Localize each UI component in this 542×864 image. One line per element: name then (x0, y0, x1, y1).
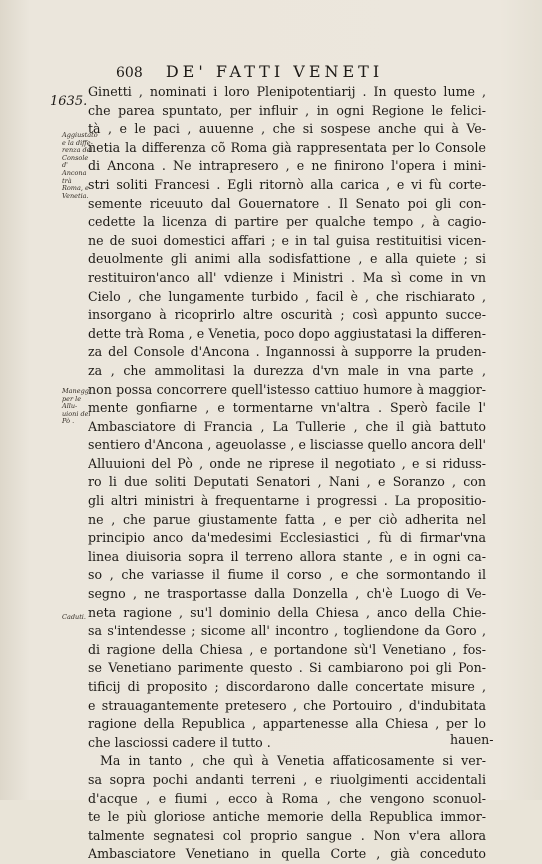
text-line: che parea spuntato, per influir , in ogni Regione le felici- (88, 102, 486, 118)
text-line: tificij di proposito ; discordarono dalle concertate misure , (88, 679, 486, 694)
text-line: sentiero d'Ancona , ageuolasse , e lisciasse quello ancora dell' (88, 437, 486, 453)
text-line: Cielo , che lungamente turbido , facil è , che rischiarato , (88, 288, 486, 304)
text-line: dette trà Roma , e Venetia, poco dopo aggiustatasi la differen- (88, 325, 486, 341)
text-line: Ambasciatore di Francia , La Tullerie , che il già battuto (88, 418, 486, 434)
text-line: za , che ammolitasi la durezza d'vn male in vna parte , (88, 362, 486, 378)
text-line: segno , ne trasportasse dalla Donzella , ch'è Luogo di Ve- (88, 586, 486, 602)
text-line: principio anco da'medesimi Ecclesiastici , fù di firmar'vna (88, 530, 486, 546)
text-line: tà , e le paci , auuenne , che si sospese anche qui à Ve- (88, 121, 486, 137)
text-line: ne , che parue giustamente fatta , e per ciò adherita nel (88, 511, 486, 527)
page-header (116, 62, 446, 81)
margin-note-alluvioni: Maneggi per le Allu- uioni del Pò . (62, 387, 91, 426)
text-line: gli altri ministri à frequentarne i progressi . La propositio- (88, 493, 486, 509)
year-marginal: 1635. (50, 94, 88, 109)
text-line: za del Console d'Ancona . Ingannossi à supporre la pruden- (88, 344, 486, 360)
text-line: so , che variasse il fiume il corso , e che sormontando il (88, 567, 486, 583)
text-line: sa s'intendesse ; sicome all' incontro , togliendone da Goro , (88, 623, 486, 639)
catchword: hauen- (450, 732, 494, 747)
text-line: se Venetiano parimente questo . Si cambiarono poi gli Pon- (88, 660, 486, 676)
text-line: ro li due soliti Deputati Senatori , Nani , e Soranzo , con (88, 474, 486, 490)
body-text (88, 83, 486, 864)
page-number: 608 (116, 65, 143, 81)
text-line: mente gonfiarne , e tormentarne vn'altra . Sperò facile l' (88, 400, 486, 416)
text-line: e strauagantemente pretesero , che Portouiro , d'indubitata (88, 697, 486, 713)
text-line: Ma in tanto , che quì à Venetia affaticosamente si ver- (100, 753, 486, 769)
text-line: semente riceuuto dal Gouernatore . Il Senato poi gli con- (88, 195, 486, 211)
text-line: talmente segnatesi col proprio sangue . Non v'era allora (88, 827, 486, 843)
text-line: cedette la licenza di partire per qualche tempo , à cagio- (88, 214, 486, 230)
text-line: non possa concorrere quell'istesso cattiuo humore à maggior- (88, 381, 486, 397)
text-line: d'acque , e fiumi , ecco à Roma , che vengono sconuol- (88, 790, 486, 806)
text-line: neta ragione , su'l dominio della Chiesa , anco della Chie- (88, 604, 486, 620)
text-line: stri soliti Francesi . Egli ritornò alla carica , e vi fù corte- (88, 176, 486, 192)
text-line: Ambasciatore Venetiano in quella Corte , già conceduto (88, 846, 486, 862)
running-title: DE' FATTI VENETI (165, 62, 384, 81)
text-line: che lasciossi cadere il tutto . (88, 734, 271, 750)
text-line: insorgano à ricoprirlo altre oscurità ; così appunto succe- (88, 307, 486, 323)
text-line: Ginetti , nominati i loro Plenipotentiarij . In questo lume , (88, 84, 486, 99)
text-line: ne de suoi domestici affari ; e in tal guisa restituitisi vicen- (88, 232, 486, 248)
text-line: sa sopra pochi andanti terreni , e riuolgimenti accidentali (88, 771, 486, 787)
text-line: ragione della Republica , appartenesse alla Chiesa , per lo (88, 716, 486, 732)
text-line: Alluuioni del Pò , onde ne riprese il negotiato , e si riduss- (88, 455, 486, 471)
text-line: di ragione della Chiesa , e portandone sù'l Venetiano , fos- (88, 641, 486, 657)
text-line: restituiron'anco all' vdienze i Ministri . Ma sì come in vn (88, 269, 486, 285)
margin-note-caduti: Caduti. (62, 613, 86, 621)
text-line: te le più gloriose antiche memorie della Republica immor- (88, 809, 486, 825)
text-line: linea diuisoria sopra il terreno allora stante , e in ogni ca- (88, 548, 486, 564)
text-line: deuolmente gli animi alla sodisfattione , e alla quiete ; si (88, 251, 486, 267)
text-line: di Ancona . Ne intrapresero , e ne finirono l'opera i mini- (88, 158, 486, 174)
text-line: netia la differenza cõ Roma già rappresentata per lo Console (88, 139, 486, 155)
margin-note-ancona: Aggiustato e la diffe- renza del Console d' Ancona trà Roma, e Venetia. (62, 131, 98, 200)
